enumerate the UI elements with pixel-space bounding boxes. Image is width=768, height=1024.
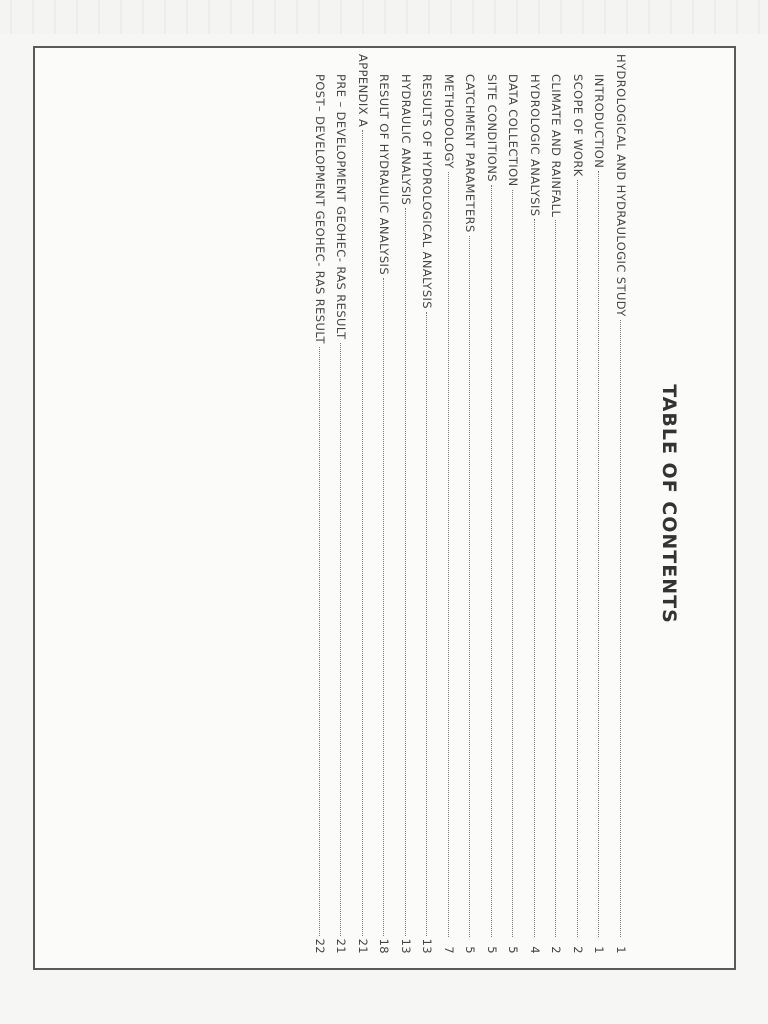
toc-dot-leader xyxy=(513,190,514,937)
toc-entry xyxy=(607,54,629,954)
toc-dot-leader xyxy=(405,208,406,935)
toc-dot-leader xyxy=(556,220,557,937)
toc-entry xyxy=(521,54,543,954)
toc-entry-label: PRE – DEVELOPMENT GEOHEC- RAS RESULT xyxy=(334,74,349,340)
toc-dot-leader xyxy=(491,185,492,937)
toc-entry-label: CLIMATE AND RAINFALL xyxy=(549,74,564,218)
toc-entry-page-number: 13 xyxy=(420,938,435,954)
toc-entry-page-number: 4 xyxy=(528,946,542,954)
toc-entry xyxy=(456,54,478,954)
toc-entry-label: CATCHMENT PARAMETERS xyxy=(463,74,478,233)
toc-dot-leader xyxy=(577,180,578,937)
toc-entry-page-number: 7 xyxy=(442,946,456,954)
toc-dot-leader xyxy=(319,347,320,936)
toc-dot-leader xyxy=(427,312,428,936)
toc-dot-leader xyxy=(448,172,449,937)
toc-entry xyxy=(413,54,435,954)
toc-dot-leader xyxy=(470,236,471,937)
toc-dot-leader xyxy=(620,320,621,937)
toc-entry-label: INTRODUCTION xyxy=(592,74,607,169)
toc-entry-page-number: 1 xyxy=(592,946,607,954)
toc-entry-label: RESULT OF HYDRAULIC ANALYSIS xyxy=(377,74,392,276)
toc-entry-page-number: 1 xyxy=(614,946,628,954)
toc-title: TABLE OF CONTENTS xyxy=(658,384,680,624)
toc-list xyxy=(306,54,629,954)
toc-entry-label: APPENDIX A xyxy=(356,54,370,128)
toc-entry-label: HYDRAULIC ANALYSIS xyxy=(399,74,413,206)
toc-entry-label: METHODOLOGY xyxy=(442,74,456,169)
toc-entry xyxy=(327,54,349,954)
toc-entry-label: HYDROLOGICAL AND HYDRAULOGIC STUDY xyxy=(614,54,628,317)
toc-entry-page-number: 18 xyxy=(377,938,392,954)
toc-entry xyxy=(585,54,607,954)
toc-entry xyxy=(435,54,457,954)
toc-dot-leader xyxy=(341,343,342,936)
toc-entry-label: HYDROLOGIC ANALYSIS xyxy=(528,74,542,217)
toc-entry xyxy=(392,54,414,954)
toc-entry-label: DATA COLLECTION xyxy=(506,74,521,187)
page-edge-perforation xyxy=(0,0,768,34)
toc-entry-page-number: 21 xyxy=(356,938,370,954)
table-of-contents xyxy=(314,54,684,954)
toc-dot-leader xyxy=(362,130,363,935)
toc-entry xyxy=(370,54,392,954)
toc-entry-page-number: 22 xyxy=(313,938,327,954)
toc-entry-page-number: 13 xyxy=(399,938,413,954)
toc-entry-label: RESULTS OF HYDROLOGICAL ANALYSIS xyxy=(420,74,435,310)
toc-dot-leader xyxy=(384,278,385,936)
toc-entry xyxy=(564,54,586,954)
toc-entry-page-number: 5 xyxy=(463,946,478,954)
toc-dot-leader xyxy=(534,219,535,937)
toc-entry-label: SCOPE OF WORK xyxy=(571,74,585,177)
toc-entry xyxy=(349,54,371,954)
toc-entry-page-number: 2 xyxy=(571,946,585,954)
toc-entry xyxy=(542,54,564,954)
toc-dot-leader xyxy=(599,171,600,937)
toc-entry xyxy=(499,54,521,954)
toc-entry-label: SITE CONDITIONS xyxy=(485,74,499,182)
toc-entry-label: POST– DEVELOPMENT GEOHEC- RAS RESULT xyxy=(313,74,327,344)
toc-entry xyxy=(306,54,328,954)
toc-entry-page-number: 21 xyxy=(334,938,349,954)
toc-entry xyxy=(478,54,500,954)
toc-entry-page-number: 5 xyxy=(485,946,499,954)
toc-entry-page-number: 5 xyxy=(506,946,521,954)
toc-entry-page-number: 2 xyxy=(549,946,564,954)
